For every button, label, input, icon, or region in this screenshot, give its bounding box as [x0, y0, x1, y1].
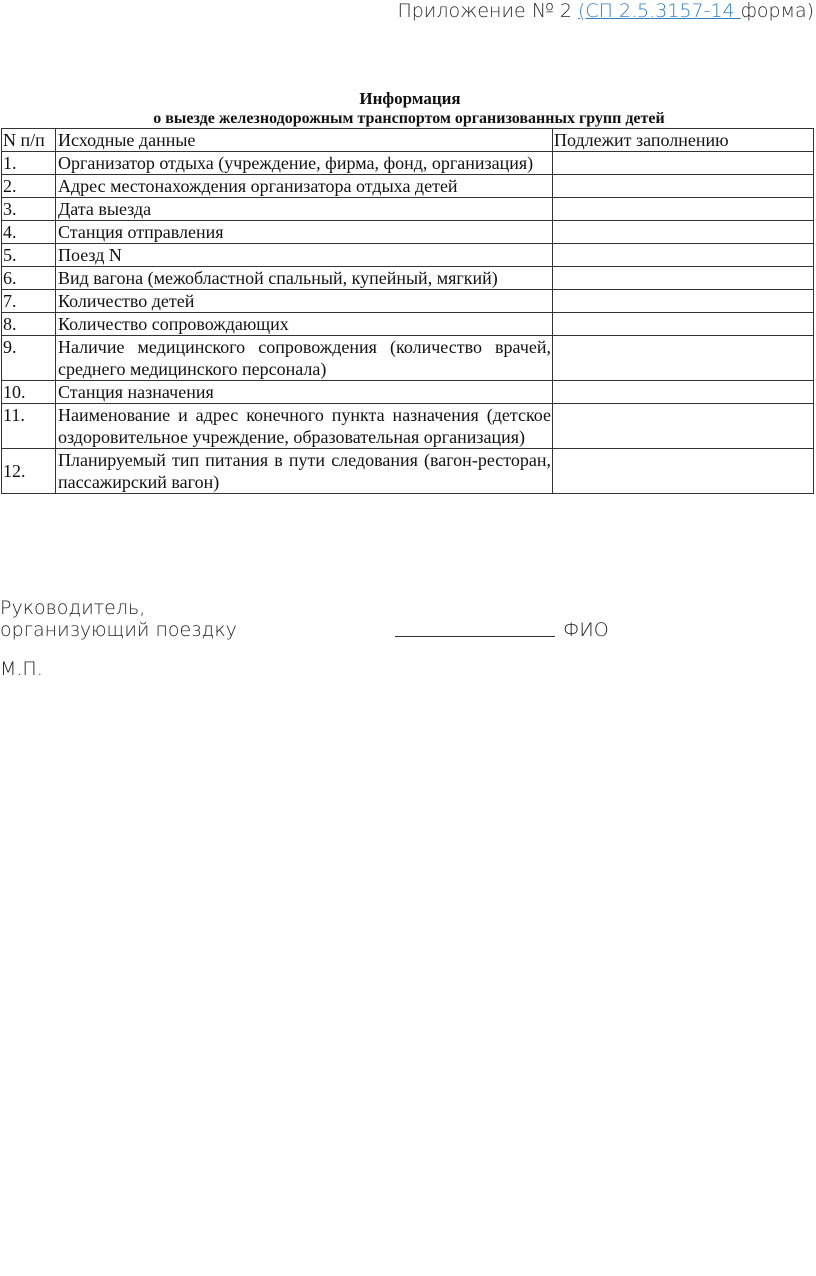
row-fill-cell[interactable] [553, 244, 814, 267]
table-row [2, 336, 814, 381]
row-fill-cell[interactable] [553, 449, 814, 494]
table-row [2, 381, 814, 404]
row-number: 12. [2, 449, 56, 494]
row-fill-cell[interactable] [553, 336, 814, 381]
row-number: 8. [2, 313, 56, 336]
row-label: Наличие медицинского сопровождения (количество врачей, среднего медицинского персонала) [56, 336, 553, 381]
signatory-label [0, 597, 237, 641]
row-number: 3. [2, 198, 56, 221]
table-row [2, 198, 814, 221]
appendix-header [397, 0, 814, 22]
row-number: 9. [2, 336, 56, 381]
row-fill-cell[interactable] [553, 221, 814, 244]
table-row [2, 449, 814, 494]
signatory-line-1: Руководитель, [0, 597, 146, 619]
row-label: Количество детей [56, 290, 553, 313]
row-number: 2. [2, 175, 56, 198]
row-label: Дата выезда [56, 198, 553, 221]
header-source-data: Исходные данные [56, 129, 553, 152]
row-fill-cell[interactable] [553, 152, 814, 175]
stamp-label: М.П. [0, 658, 43, 680]
signature-line[interactable] [395, 636, 555, 637]
row-number: 5. [2, 244, 56, 267]
table-header-row [2, 129, 814, 152]
table-row [2, 221, 814, 244]
appendix-prefix: Приложение № 2 [397, 0, 578, 22]
document-title [0, 89, 816, 128]
header-num: N п/п [2, 129, 56, 152]
row-fill-cell[interactable] [553, 175, 814, 198]
table-row [2, 313, 814, 336]
row-label: Станция назначения [56, 381, 553, 404]
row-number: 1. [2, 152, 56, 175]
row-fill-cell[interactable] [553, 381, 814, 404]
appendix-suffix: форма) [740, 0, 814, 22]
row-number: 4. [2, 221, 56, 244]
row-number: 6. [2, 267, 56, 290]
header-to-fill: Подлежит заполнению [553, 129, 814, 152]
sanitary-rules-link[interactable]: (СП 2.5.3157-14 [578, 0, 741, 22]
row-label: Наименование и адрес конечного пункта назначения (детское оздоровительное учреждение, образовательная организация) [56, 404, 553, 449]
row-label: Станция отправления [56, 221, 553, 244]
row-label: Поезд N [56, 244, 553, 267]
row-fill-cell[interactable] [553, 267, 814, 290]
row-fill-cell[interactable] [553, 313, 814, 336]
row-number: 10. [2, 381, 56, 404]
signatory-line-2: организующий поездку [0, 619, 237, 641]
row-label: Организатор отдыха (учреждение, фирма, фонд, организация) [56, 152, 553, 175]
row-label: Адрес местонахождения организатора отдыха детей [56, 175, 553, 198]
fio-label: ФИО [563, 619, 609, 641]
table-row [2, 267, 814, 290]
row-fill-cell[interactable] [553, 290, 814, 313]
row-label: Количество сопровождающих [56, 313, 553, 336]
table-row [2, 404, 814, 449]
title-line-1: Информация [359, 89, 461, 108]
table-row [2, 244, 814, 267]
row-number: 7. [2, 290, 56, 313]
info-table [1, 128, 814, 494]
table-row [2, 152, 814, 175]
row-fill-cell[interactable] [553, 404, 814, 449]
row-label: Планируемый тип питания в пути следования (вагон-ресторан, пассажирский вагон) [56, 449, 553, 494]
table-row [2, 290, 814, 313]
row-number: 11. [2, 404, 56, 449]
row-fill-cell[interactable] [553, 198, 814, 221]
row-label: Вид вагона (межобластной спальный, купейный, мягкий) [56, 267, 553, 290]
title-line-2: о выезде железнодорожным транспортом организованных групп детей [153, 110, 665, 127]
table-row [2, 175, 814, 198]
